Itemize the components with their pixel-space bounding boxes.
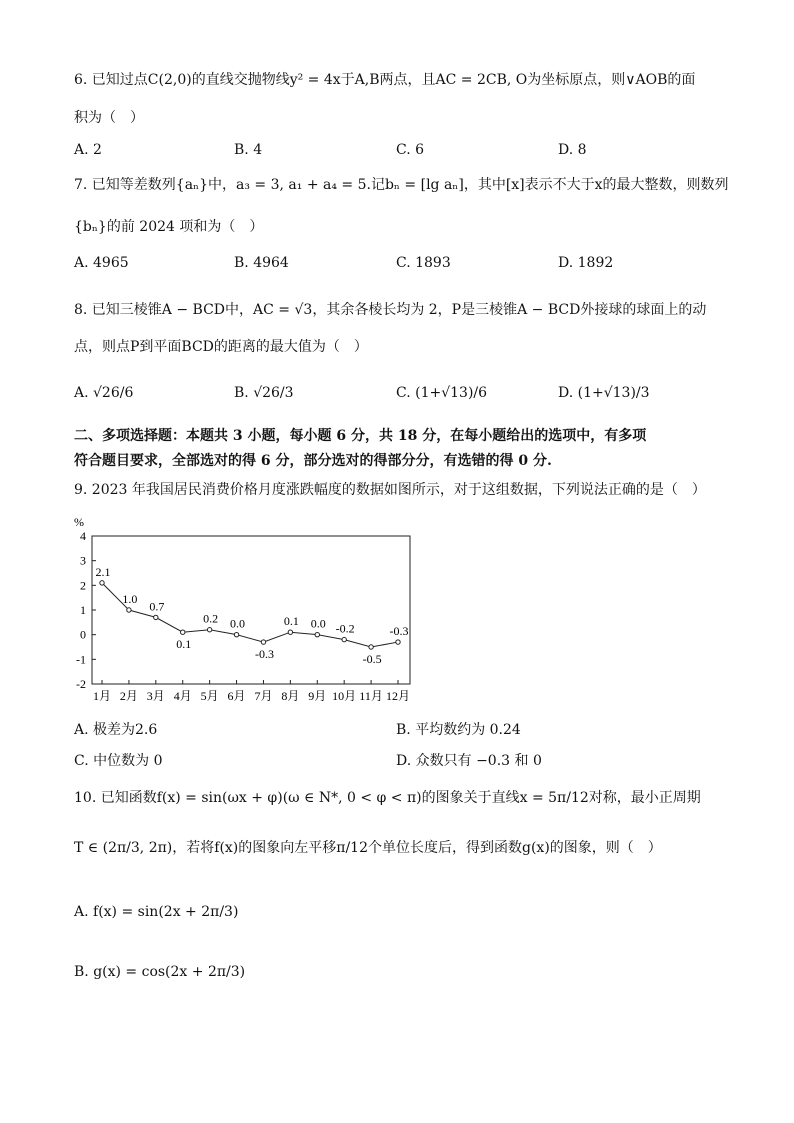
x-tick-label: 3月 (146, 689, 165, 703)
data-point (100, 581, 104, 585)
x-tick-label: 8月 (281, 689, 300, 703)
data-label: 0.0 (230, 616, 246, 631)
question-8-option-b: B. √26/3 (234, 385, 294, 401)
series-line (102, 583, 398, 647)
y-tick-label: -2 (76, 677, 86, 691)
section-2-heading-cont: 符合题目要求，全部选对的得 6 分，部分选对的得部分分，有选错的得 0 分. (74, 453, 552, 469)
x-tick-label: 9月 (308, 689, 327, 703)
question-7-option-d: D. 1892 (558, 255, 614, 271)
data-point (315, 632, 319, 636)
question-8-option-d: D. (1+√13)/3 (558, 385, 650, 401)
x-tick-label: 2月 (119, 689, 138, 703)
x-tick-label: 10月 (332, 689, 357, 703)
section-2-heading: 二、多项选择题：本题共 3 小题，每小题 6 分，共 18 分，在每小题给出的选项中，有多项 (74, 428, 647, 444)
data-label: 2.1 (95, 564, 111, 579)
cpi-line-chart (68, 512, 418, 712)
question-6-option-b: B. 4 (234, 142, 263, 158)
data-label: 0.1 (176, 637, 192, 652)
question-6-option-a: A. 2 (74, 142, 102, 158)
question-7-option-a: A. 4965 (74, 255, 129, 271)
question-10-stem-cont: T ∈ (2π/3, 2π)，若将f(x)的图象向左平移π/12个单位长度后，得到函数g(x)的图象，则（ ） (74, 840, 662, 856)
question-8-stem-cont: 点，则点P到平面BCD的距离的最大值为（ ） (74, 339, 368, 355)
data-point (261, 640, 265, 644)
data-labels (96, 565, 409, 666)
data-label: 0.1 (283, 614, 299, 629)
x-tick-label: 6月 (227, 689, 246, 703)
data-label: -0.3 (389, 624, 409, 639)
y-tick-label: 3 (80, 553, 86, 568)
question-10-stem: 10. 已知函数f(x) = sin(ωx + φ)(ω ∈ N*, 0 < φ < π)的图象关于直线x = 5π/12对称，最小正周期 (74, 790, 701, 806)
x-tick-label: 12月 (385, 689, 411, 703)
question-9-option-d: D. 众数只有 −0.3 和 0 (396, 753, 542, 769)
x-tick-label: 7月 (254, 689, 273, 703)
question-10-option-a: A. f(x) = sin(2x + 2π/3) (74, 904, 239, 920)
data-label: -0.2 (335, 621, 355, 636)
y-axis-ticks (76, 529, 96, 691)
x-tick-label: 11月 (359, 689, 383, 703)
data-label: 1.0 (122, 592, 138, 606)
data-label: -0.5 (362, 652, 382, 666)
data-label: 0.2 (203, 611, 219, 626)
y-tick-label: -1 (76, 652, 86, 667)
y-tick-label: 1 (80, 603, 86, 617)
question-9-stem: 9. 2023 年我国居民消费价格月度涨跌幅度的数据如图所示，对于这组数据，下列说法正确的是（ ） (74, 482, 706, 498)
question-7-option-b: B. 4964 (234, 255, 289, 271)
data-point (181, 630, 185, 634)
y-axis-unit: % (74, 515, 84, 529)
x-tick-label: 5月 (200, 689, 219, 703)
question-9-option-b: B. 平均数约为 0.24 (396, 722, 521, 738)
question-6-stem: 6. 已知过点C(2,0)的直线交抛物线y² = 4x于A,B两点，且AC = 2CB, O为坐标原点，则∨AOB的面 (74, 72, 696, 88)
y-tick-label: 4 (80, 529, 86, 543)
x-axis-ticks (93, 680, 410, 703)
question-7-stem-cont: {bₙ}的前 2024 项和为（ ） (74, 219, 264, 235)
question-10-option-b: B. g(x) = cos(2x + 2π/3) (74, 964, 246, 980)
question-7-option-c: C. 1893 (396, 255, 451, 271)
x-tick-label: 4月 (173, 689, 192, 703)
data-label: -0.3 (254, 647, 274, 662)
data-point (369, 645, 373, 649)
data-point (154, 615, 158, 619)
y-tick-label: 2 (80, 578, 86, 593)
data-point (288, 630, 292, 634)
data-point (342, 637, 346, 641)
data-point (234, 632, 238, 636)
y-tick-label: 0 (80, 627, 86, 642)
x-tick-label: 1月 (92, 689, 112, 703)
question-6-option-d: D. 8 (558, 142, 587, 158)
question-8-option-c: C. (1+√13)/6 (396, 385, 488, 401)
question-6-option-c: C. 6 (396, 142, 425, 158)
question-7-stem: 7. 已知等差数列{aₙ}中，a₃ = 3, a₁ + a₄ = 5.记bₙ = [lg aₙ]，其中[x]表示不大于x的最大整数，则数列 (74, 177, 729, 193)
data-label: 0.7 (149, 599, 165, 614)
data-points (100, 581, 400, 650)
data-label: 0.0 (310, 616, 326, 631)
question-8-option-a: A. √26/6 (74, 385, 134, 401)
question-8-stem: 8. 已知三棱锥A − BCD中，AC = √3，其余各棱长均为 2，P是三棱锥A − BCD外接球的球面上的动 (74, 302, 707, 318)
question-6-stem-cont: 积为（ ） (74, 110, 144, 126)
question-9-option-a: A. 极差为2.6 (74, 722, 158, 738)
data-point (207, 628, 211, 632)
question-9-option-c: C. 中位数为 0 (74, 753, 163, 769)
data-point (127, 608, 131, 612)
data-point (396, 640, 400, 644)
